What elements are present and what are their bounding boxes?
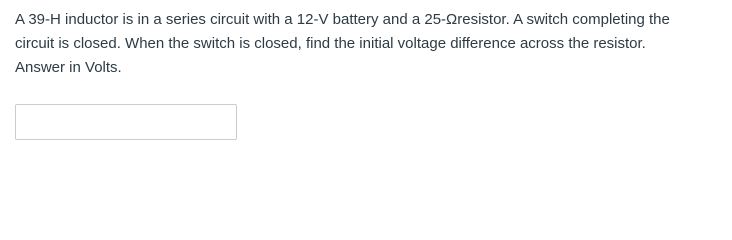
question-line: A 39-H inductor is in a series circuit with a 12-V battery and a 25-Ωresistor. A switch completing the [15,11,670,28]
question-line: Answer in Volts. [15,59,122,76]
question-line: circuit is closed. When the switch is closed, find the initial voltage difference across the resistor. [15,35,646,52]
question-text [15,8,727,80]
answer-input[interactable] [15,104,237,140]
